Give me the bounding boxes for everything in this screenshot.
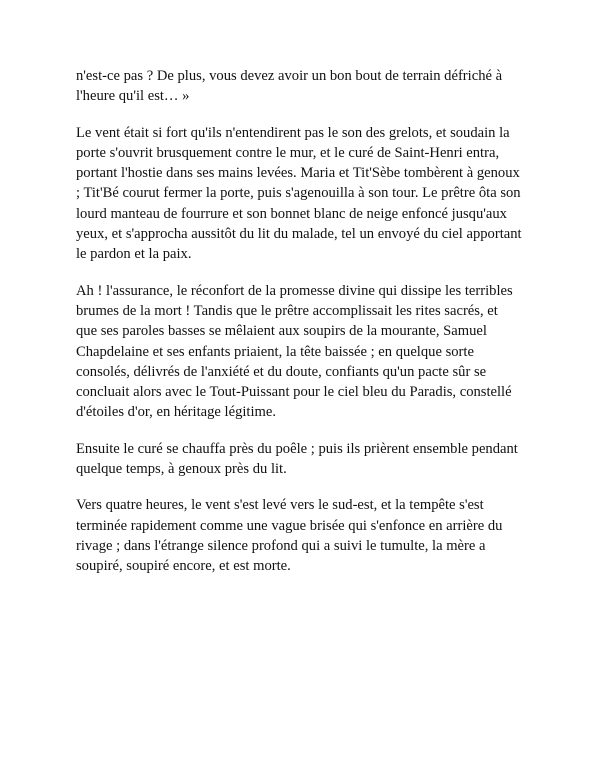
- paragraph-1: [76, 66, 532, 107]
- text-line: ; Tit'Bé courut fermer la porte, puis s'agenouilla à son tour. Le prêtre ôta son: [76, 185, 521, 202]
- text-line: Ah ! l'assurance, le réconfort de la promesse divine qui dissipe les terribles: [76, 282, 513, 299]
- text-line: concluait alors avec le Tout-Puissant pour le ciel bleu du Paradis, constellé: [76, 384, 512, 401]
- text-line: Chapdelaine et ses enfants priaient, la tête baissée ; en quelque sorte: [76, 343, 474, 360]
- text-line: consolés, délivrés de l'anxiété et du doute, confiants qu'un pacte sûr se: [76, 363, 487, 380]
- paragraph-2: [76, 123, 532, 265]
- text-line: porte s'ouvrit brusquement contre le mur, et le curé de Saint-Henri entra,: [76, 144, 500, 161]
- text-line: l'heure qu'il est… »: [76, 88, 190, 105]
- paragraph-3: [76, 281, 532, 423]
- text-line: n'est-ce pas ? De plus, vous devez avoir un bon bout de terrain défriché à: [76, 68, 503, 84]
- text-line: Ensuite le curé se chauffa près du poêle ; puis ils prièrent ensemble pendant: [76, 440, 518, 457]
- text-line: terminée rapidement comme une vague brisée qui s'enfonce en arrière du: [76, 517, 503, 534]
- text-line: Le vent était si fort qu'ils n'entendirent pas le son des grelots, et soudain la: [76, 124, 510, 141]
- text-line: soupiré, soupiré encore, et est morte.: [76, 558, 291, 575]
- text-line: portant l'hostie dans ses mains levées. Maria et Tit'Sèbe tombèrent à genoux: [76, 165, 520, 182]
- document-page: [76, 66, 532, 593]
- text-line: rivage ; dans l'étrange silence profond qui a suivi le tumulte, la mère a: [76, 537, 486, 554]
- text-line: brumes de la mort ! Tandis que le prêtre accomplissait les rites sacrés, et: [76, 302, 498, 319]
- text-line: d'étoiles d'or, en héritage légitime.: [76, 404, 277, 421]
- text-line: lourd manteau de fourrure et son bonnet blanc de neige enfoncé jusqu'aux: [76, 205, 507, 222]
- text-line: que ses paroles basses se mêlaient aux soupirs de la mourante, Samuel: [76, 323, 487, 340]
- text-line: yeux, et s'approcha aussitôt du lit du malade, tel un envoyé du ciel apportant: [76, 226, 522, 243]
- paragraph-5: [76, 495, 532, 576]
- text-line: quelque temps, à genoux près du lit.: [76, 461, 287, 478]
- text-line: Vers quatre heures, le vent s'est levé vers le sud-est, et la tempête s'est: [76, 497, 484, 514]
- paragraph-4: [76, 439, 532, 480]
- text-line: le pardon et la paix.: [76, 246, 192, 263]
